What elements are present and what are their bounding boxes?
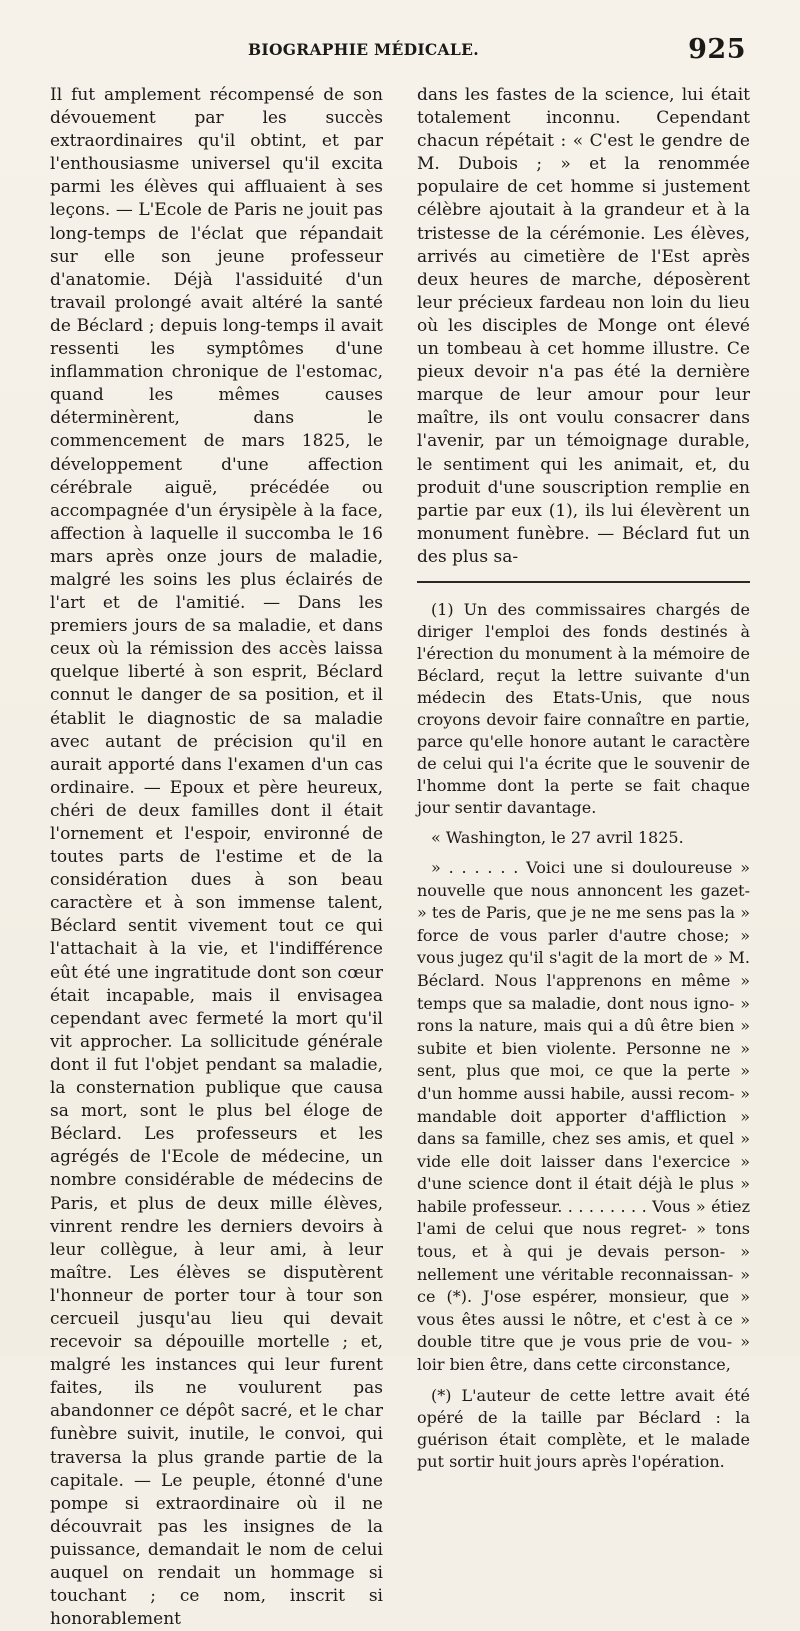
running-head	[248, 34, 748, 70]
footnote	[417, 599, 750, 1473]
letter-place-date: « Washington, le 27 avril 1825.	[431, 827, 684, 847]
running-title: BIOGRAPHIE MÉDICALE.	[248, 40, 479, 59]
right-column	[417, 84, 750, 1481]
right-column-text: dans les fastes de la science, lui était totalement inconnu. Cependant chacun répétait : « C'est le gendre de M. Dubois ; » et la renommée populaire de cet homme si justement célèbre ajoutait à la grandeur et à la tristesse de la cérémonie. Les élèves, arrivés au cimetière de l'Est après deux heures de marche, déposèrent leur précieux fardeau non loin du lieu où les disciples de Monge ont élevé un tombeau à cet homme illustre. Ce pieux devoir n'a pas été la dernière marque de leur amour pour leur maître, ils ont voulu consacrer dans l'avenir, par un témoignage durable, le sentiment qui les animait, et, du produit d'une souscription remplie en partie par eux (1), ils lui élevèrent un monument funèbre. — Béclard fut un des plus sa-	[417, 85, 750, 567]
letter-body: » . . . . . . Voici une si douloureuse » nouvelle que nous annoncent les gazet- » tes de Paris, que je ne me sens pas la » force de vous parler d'autre chose; » vous jugez qu'il s'agit de la mort de » M. Béclard. Nous l'apprenons en même » temps que sa maladie, dont nous igno- » rons la nature, mais qui a dû être bien » subite et bien violente. Personne ne » sent, plus que moi, ce que la perte » d'un homme aussi habile, aussi recom- » mandable doit apporter d'affliction » dans sa famille, chez ses amis, et quel » vide elle doit laisser dans l'exercice » d'une science dont il était déjà le plus » habile professeur. . . . . . . . . Vous » étiez l'ami de celui que nous regret- » tons tous, et à qui je devais person- » nellement une véritable reconnaissan- » ce (*). J'ose espérer, monsieur, que » vous êtes aussi le nôtre, et c'est à ce » double titre que je vous prie de vou- » loir bien être, dans cette circonstance,	[417, 857, 750, 1375]
footnote-star-note: (*) L'auteur de cette lettre avait été opéré de la taille par Béclard : la guérison était complète, et le malade put sortir huit jours après l'opération.	[417, 1385, 750, 1471]
footnote-intro: (1) Un des commissaires chargés de diriger l'emploi des fonds destinés à l'érection du monument à la mémoire de Béclard, reçut la lettre suivante d'un médecin des Etats-Unis, que nous croyons devoir faire connaître en partie, parce qu'elle honore autant le caractère de celui qui l'a écrite que le souvenir de l'homme dont la perte se fait chaque jour sentir davantage.	[417, 599, 750, 817]
page-number: 925	[688, 34, 746, 65]
left-column	[50, 84, 383, 1631]
left-column-text: Il fut amplement récompensé de son dévouement par les succès extraordinaires qu'il obtint, et par l'enthousiasme universel qu'il excita parmi les élèves qui affluaient à ses leçons. — L'Ecole de Paris ne jouit pas long-temps de l'éclat que répandait sur elle son jeune professeur d'anatomie. Déjà l'assiduité d'un travail prolongé avait altéré la santé de Béclard ; depuis long-temps il avait ressenti les symptômes d'une inflammation chronique de l'estomac, quand les mêmes causes déterminèrent, dans le commencement de mars 1825, le développement d'une affection cérébrale aiguë, précédée ou accompagnée d'un érysipèle à la face, affection à laquelle il succomba le 16 mars après onze jours de maladie, malgré les soins les plus éclairés de l'art et de l'amitié. — Dans les premiers jours de sa maladie, et dans ceux où la rémission des accès laissa quelque liberté à son esprit, Béclard connut le danger de sa position, et il établit le diagnostic de sa maladie avec autant de précision qu'il en aurait apporté dans l'examen d'un cas ordinaire. — Epoux et père heureux, chéri de deux familles dont il était l'ornement et l'espoir, environné de toutes parts de l'estime et de la considération dues à son beau caractère et à son immense talent, Béclard sentit vivement tout ce qui l'attachait à la vie, et l'indifférence eût été une ingratitude dont son cœur était incapable, mais il envisagea cependant avec fermeté la mort qu'il vit approcher. La sollicitude générale dont il fut l'objet pendant sa maladie, la consternation publique que causa sa mort, sont le plus bel éloge de Béclard. Les professeurs et les agrégés de l'Ecole de médecine, un nombre considérable de médecins de Paris, et plus de deux mille élèves, vinrent rendre les derniers devoirs à leur collègue, à leur ami, à leur maître. Les élèves se disputèrent l'honneur de porter tour à tour son cercueil jusqu'au lieu qui devait recevoir sa dépouille mortelle ; et, malgré les instances qui leur furent faites, ils ne voulurent pas abandonner ce dépôt sacré, et le char funèbre suivit, inutile, le convoi, qui traversa la plus grande partie de la capitale. — Le peuple, étonné d'une pompe si extraordinaire où il ne découvrait pas les insignes de la puissance, demandait le nom de celui auquel on rendait un hommage si touchant ; ce nom, inscrit si honorablement	[50, 85, 383, 1630]
footnote-separator	[417, 581, 750, 583]
